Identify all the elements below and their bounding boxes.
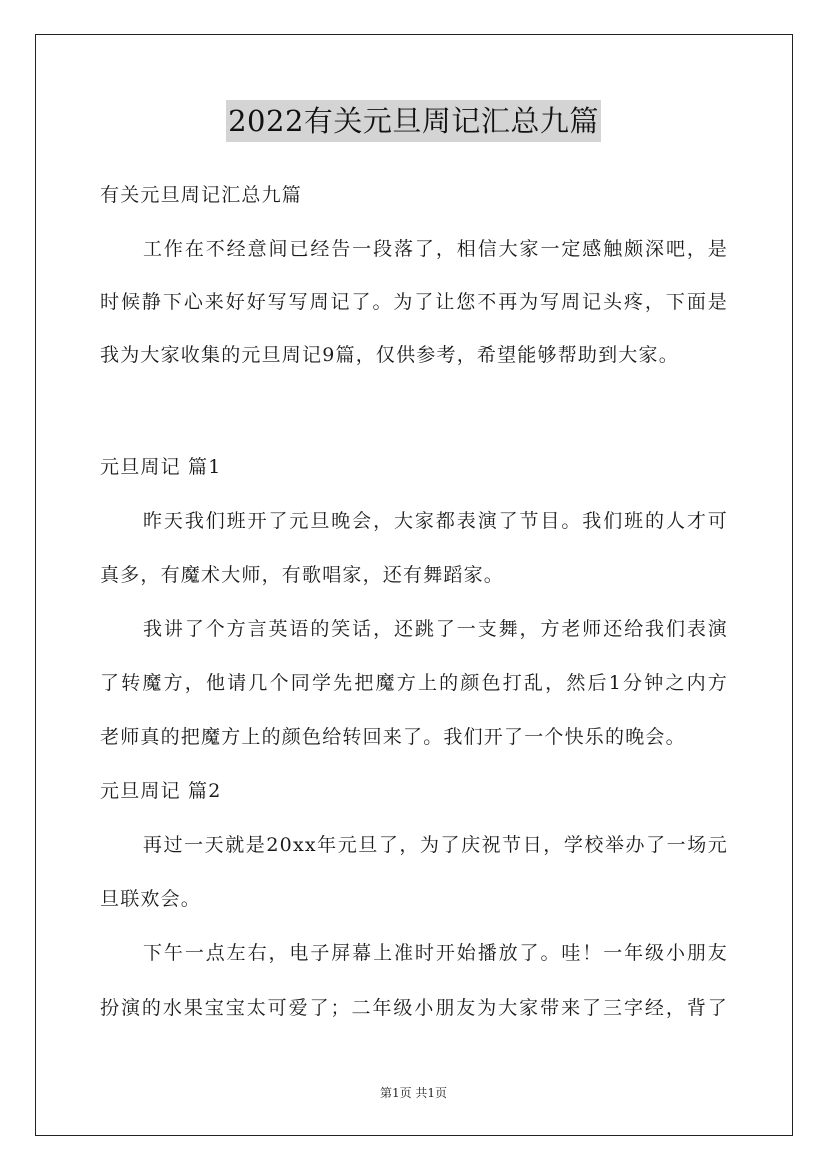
section-heading: 元旦周记 篇2 (100, 780, 222, 802)
paragraph-line: 下午一点左右，电子屏幕上准时开始播放了。哇！一年级小朋友 (143, 942, 728, 964)
paragraph-line: 再过一天就是20xx年元旦了，为了庆祝节日，学校举办了一场元 (143, 834, 728, 856)
paragraph-line: 老师真的把魔方上的颜色给转回来了。我们开了一个快乐的晚会。 (100, 726, 686, 748)
section-heading: 元旦周记 篇1 (100, 456, 222, 478)
paragraph-line: 我为大家收集的元旦周记9篇，仅供参考，希望能够帮助到大家。 (100, 344, 679, 366)
paragraph-line: 时候静下心来好好写写周记了。为了让您不再为写周记头疼，下面是 (100, 291, 728, 313)
paragraph-line: 昨天我们班开了元旦晚会，大家都表演了节目。我们班的人才可 (143, 510, 728, 532)
subtitle-line: 有关元旦周记汇总九篇 (100, 184, 303, 206)
document-title: 2022有关元旦周记汇总九篇 (226, 100, 601, 142)
title-wrap (0, 100, 827, 142)
paragraph-line: 我讲了个方言英语的笑话，还跳了一支舞，方老师还给我们表演 (143, 618, 728, 640)
page-number-footer: 第1页 共1页 (379, 1086, 448, 1100)
paragraph-line: 旦联欢会。 (100, 888, 202, 910)
paragraph-line: 了转魔方，他请几个同学先把魔方上的颜色打乱，然后1分钟之内方 (100, 672, 728, 694)
paragraph-line: 工作在不经意间已经告一段落了，相信大家一定感触颇深吧，是 (143, 238, 728, 260)
paragraph-line: 扮演的水果宝宝太可爱了；二年级小朋友为大家带来了三字经，背了 (100, 997, 728, 1019)
paragraph-line: 真多，有魔术大师，有歌唱家，还有舞蹈家。 (100, 564, 505, 586)
